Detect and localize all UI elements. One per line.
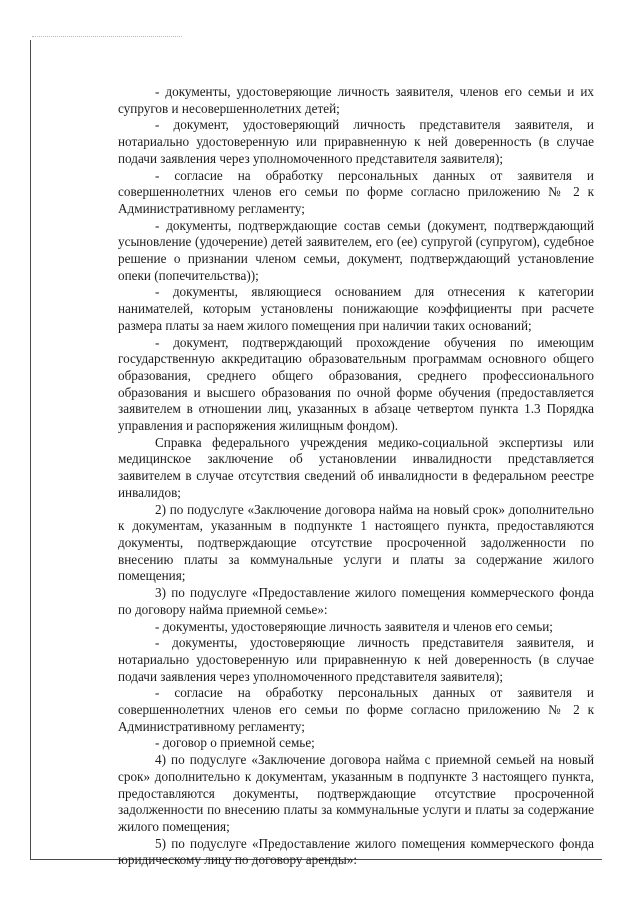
paragraph: - документы, удостоверяющие личность представителя заявителя, и нотариально удостоверенную или приравненную к ней доверенность (в случае подачи заявления через уполномоченного представителя заявителя); (118, 635, 594, 684)
paragraph: - документ, подтверждающий прохождение обучения по имеющим государственную аккредитацию образовательным программам основного общего образования, среднего общего образования, среднего профессионального образования и высшего образования по очной форме обучения (предоставляется заявителем в отношении лиц, указанных в абзаце четвертом пункта 1.3 Порядка управления и распоряжения жилищным фондом). (118, 334, 594, 434)
paragraph: - документы, подтверждающие состав семьи (документ, подтверждающий усыновление (удочерение) детей заявителем, его (ее) супругой (супругом), судебное решение о признании членом семьи, документ, подтверждающий установление опеки (попечительства)); (118, 217, 594, 283)
paragraph: 4) по подуслуге «Заключение договора найма с приемной семьей на новый срок» дополнительно к документам, указанным в подпункте 3 настоящего пункта, предоставляются документы, подтверждающие отсутствие просроченной задолженности по внесению платы за коммунальные услуги и платы за содержание жилого помещения; (118, 752, 594, 834)
paragraph: - договор о приемной семье; (155, 735, 315, 751)
paragraph: 2) по подуслуге «Заключение договора найма на новый срок» дополнительно к документам, указанным в подпункте 1 настоящего пункта, предоставляются документы, подтверждающие отсутствие просроченной задолженности по внесению платы за коммунальные услуги и платы за содержание жилого помещения; (118, 501, 594, 584)
paragraph: - согласие на обработку персональных данных от заявителя и совершеннолетних членов его семьи по форме согласно приложению № 2 к Административному регламенту; (118, 685, 594, 734)
paragraph: 3) по подуслуге «Предоставление жилого помещения коммерческого фонда по договору найма приемной семье»: (118, 585, 594, 617)
paragraph: - документ, удостоверяющий личность представителя заявителя, и нотариально удостоверенную или приравненную к ней доверенность (в случае подачи заявления через уполномоченного представителя заявителя); (118, 117, 594, 166)
paragraph: - документы, являющиеся основанием для отнесения к категории нанимателей, которым установлены понижающие коэффициенты при расчете размера платы за наем жилого помещения при наличии таких оснований; (118, 284, 594, 333)
scan-header-mark (32, 36, 182, 37)
left-margin-rule (30, 40, 31, 860)
paragraph: 5) по подуслуге «Предоставление жилого помещения коммерческого фонда юридическому лицу по договору аренды»: (118, 835, 594, 868)
paragraph: Справка федерального учреждения медико-социальной экспертизы или медицинское заключение об установлении инвалидности представляется заявителем в случае отсутствия сведений об инвалидности в федеральном реестре инвалидов; (118, 434, 594, 500)
paragraph: - документы, удостоверяющие личность заявителя и членов его семьи; (155, 618, 553, 634)
paragraph: - документы, удостоверяющие личность заявителя, членов его семьи и их супругов и несовершеннолетних детей; (118, 84, 594, 116)
document-body (118, 84, 594, 869)
paragraph: - согласие на обработку персональных данных от заявителя и совершеннолетних членов его семьи по форме согласно приложению № 2 к Административному регламенту; (118, 167, 594, 216)
